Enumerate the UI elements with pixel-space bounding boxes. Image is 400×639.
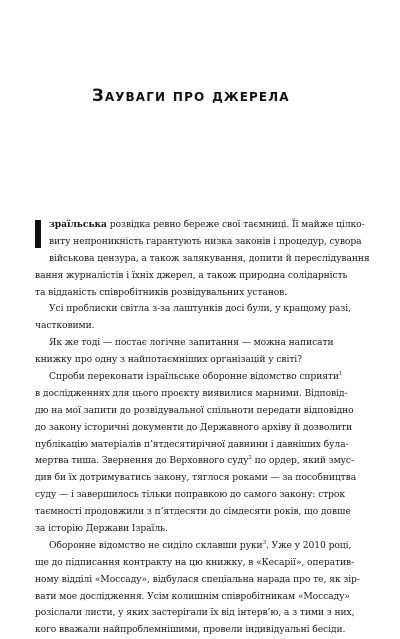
line-text: Усі проблиски світла з-за лаштунків досі були, у кращому разі, [49, 303, 351, 315]
text-line [35, 622, 366, 639]
line-text: в дослідженнях для цього проєкту виявилися марними. Відповід- [35, 387, 348, 399]
line-text: книжку про одну з найпотаємніших організацій у світі? [35, 354, 302, 366]
line-text: дю на мої запити до розвідувальної спільноти передати відповідно [35, 404, 354, 416]
text-line [35, 605, 366, 622]
opening-word: зраїльська [49, 219, 107, 230]
text-line [35, 504, 366, 521]
body-text [35, 217, 370, 639]
text-line [35, 538, 366, 555]
line-text: таємності продовжили з п’ятдесяти до сімдесяти років, що довше [35, 506, 351, 518]
line-text: розіслали листи, у яких застерігали їх від інтерв’ю, а з тими з них, [35, 607, 355, 619]
text-line [35, 589, 366, 606]
line-text: та відданість співробітників розвідувальних установ. [35, 286, 288, 298]
line-text: частковими. [35, 320, 95, 332]
line-text: до закону історичні документи до Державного архіву й дозволити [35, 421, 353, 433]
line-text: вання журналістів і їхніх джерел, а також природна солідарність [35, 269, 348, 281]
text-line [35, 420, 366, 437]
text-line [35, 403, 366, 420]
line-text: військова цензура, а також залякування, допити й переслідування [49, 252, 370, 264]
line-text-tail: по ордер, який змус- [251, 455, 354, 467]
line-text: публікацію матеріалів п’ятдесятирічної давнини і давніших була- [35, 438, 349, 450]
text-line [35, 335, 366, 352]
line-text: ному відділі «Моссаду», відбулася спеціальна нарада про те, як зір- [35, 573, 360, 585]
line-text-tail: . Уже у 2010 році, [265, 539, 352, 551]
text-line [35, 386, 366, 403]
footnote-marker: 1 [338, 371, 343, 378]
line-text: ще до підписання контракту на цю книжку, в «Кесарії», оператив- [35, 556, 355, 568]
footnote-marker: 2 [248, 455, 252, 462]
chapter-title: Зауваги про джерела [92, 86, 290, 105]
line-text: розвідка ревно береже свої таємниці. Її майже цілко- [106, 219, 365, 230]
line-text: суду — і завершилось тільки поправкою до самого закону: строк [35, 489, 345, 501]
line-text: Оборонне відомство не сиділо склавши руки [49, 539, 263, 551]
line-text: за історію Держави Ізраїль. [35, 523, 168, 535]
text-line [35, 572, 366, 589]
line-text: кого вважали найпроблемнішими, провели індивідуальні бесіди. [35, 624, 346, 636]
text-line [35, 555, 366, 572]
line-text: Як же тоді — постає логічне запитання — можна написати [49, 337, 334, 349]
text-line [35, 437, 366, 454]
text-line [35, 301, 366, 318]
text-line [35, 251, 370, 268]
text-line [35, 268, 366, 285]
text-line [35, 217, 366, 234]
text-line [35, 234, 366, 251]
text-line [35, 352, 366, 369]
text-line [35, 369, 366, 386]
footnote-marker: 3 [262, 539, 266, 546]
text-line [35, 521, 366, 538]
text-line [35, 470, 366, 487]
text-line [35, 453, 366, 470]
text-line [35, 285, 366, 302]
line-text: Спроби переконати ізраїльське оборонне відомство сприяти [49, 371, 339, 383]
text-line [35, 487, 366, 504]
line-text: виту непроникність гарантують низка законів і процедур, сувора [49, 235, 362, 247]
line-text: мертва тиша. Звернення до Верховного суду [35, 455, 249, 467]
line-text: вати мое дослідження. Усім колишнім співробітникам «Моссаду» [35, 590, 350, 602]
text-line [35, 318, 366, 335]
line-text: див би їх дотримуватись закону, тяглося роками — за пособництва [35, 472, 357, 484]
